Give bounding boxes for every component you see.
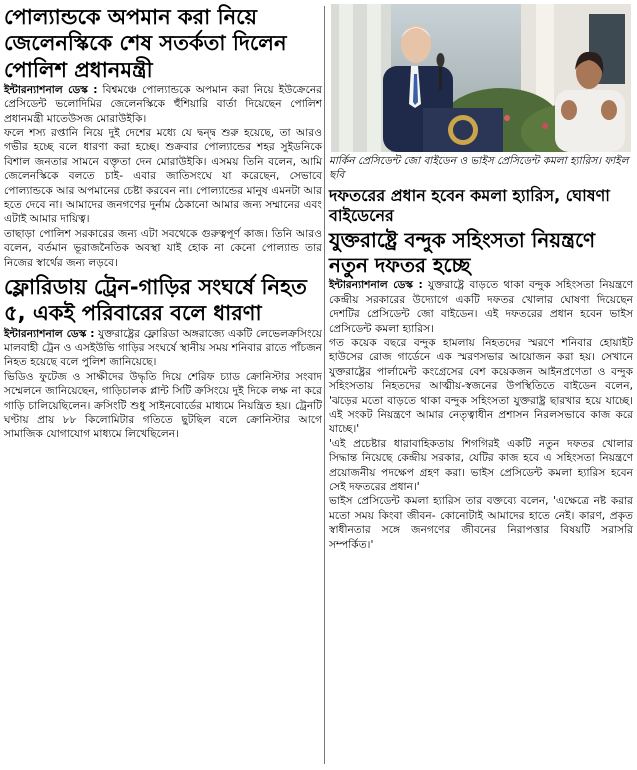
story-gun-paragraph: ইন্টারন্যাশনাল ডেস্ক : যুক্তরাষ্ট্রে বাড়তে থাকা বন্দুক সহিংসতা নিয়ন্ত্রণে কেন্দ্রীয় সরকারের উদ্যোগে একটি দফতর খোলার ঘোষণা দিয়েছেন দেশটির প্রেসিডেন্ট জো বাইডেন। এই দফতরের প্রধান হবেন ভাইস প্রেসিডেন্ট কমলা হ্যারিস। — [329, 279, 633, 335]
story-gun-body — [329, 278, 633, 552]
dateline: ইন্টারন্যাশনাল ডেস্ক : — [4, 327, 95, 340]
story-poland-paragraph: ফলে শস্য রপ্তানি নিয়ে দুই দেশের মধ্যে যে দ্বন্দ্ব শুরু হয়েছে, তা আরও গভীর হচ্ছে বলে ধারণা করা হচ্ছে। শুক্রবার পোল্যান্ডের শহর সুইডনিকে বিশাল জনতার সামনে বক্তৃতা দেন মোরাউইকি। এসময় তিনি বলেন, আমি জেলেনস্কিকে বলতে চাই- এবার জাতিসংঘে যা করেছেন, সেভাবে পোল্যান্ডকে আর অপমানের চেষ্টা করবেন না। পোল্যান্ডের মানুষ এমনটা আর হতে দেবে না। আমাদের জনগণের দুর্নাম ঠেকানো আমার জন্য সম্মানের এবং এটাই আমার দায়িত্ব। — [4, 126, 322, 226]
story-florida-headline: ফ্লোরিডায় ট্রেন-গাড়ির সংঘর্ষে নিহত ৫, একই পরিবারের বলে ধারণা — [4, 275, 307, 326]
story-poland-headline: পোল্যান্ডকে অপমান করা নিয়ে জেলেনস্কিকে শেষ সতর্কতা দিলেন পোলিশ প্রধানমন্ত্রী — [4, 5, 287, 82]
story-poland-paragraph: তাছাড়া পোলিশ সরকারের জন্য এটা সবথেকে গুরুত্বপূর্ণ কাজ। তিনি আরও বলেন, বর্তমান ভূরাজনৈতিক অবস্থা যাই হোক না কেনো পোল্যান্ড তার নিজের স্বার্থের জন্য লড়বে। — [4, 227, 322, 269]
story-florida-paragraph: ইন্টারন্যাশনাল ডেস্ক : যুক্তরাষ্ট্রের ফ্লোরিডা অঙ্গরাজ্যে একটি লেভেলক্রসিংয়ে মালবাহী ট্রেন ও এসইউভি গাড়ির সংঘর্ষে স্থানীয় সময় শনিবার রাতে পাঁচজন নিহত হয়েছে বলে পুলিশ জানিয়েছে। — [4, 327, 323, 369]
photo-biden-harris — [331, 4, 631, 152]
photo-illustration — [331, 4, 631, 152]
story-gun-paragraph: ভাইস প্রেসিডেন্ট কমলা হ্যারিস তার বক্তব্যে বলেন, 'এক্ষেত্রে নষ্ট করার মতো সময় কিংবা জীবন- কোনোটাই আমাদের হাতে নেই। কারণ, প্রকৃত স্বাধীনতার সঙ্গে জনগণের জীবনের নিরাপত্তার বিষয়টি সরাসরি সম্পর্কিত।' — [329, 495, 633, 551]
story-gun-paragraph: গত কয়েক বছরে বন্দুক হামলায় নিহতদের স্মরণে শনিবার হোয়াইট হাউসের রোজ গার্ডেনে এক স্মরণসভার আয়োজন করা হয়। সেখানে যুক্তরাষ্ট্রের পার্লামেন্ট কংগ্রেসের বেশ কয়েকজন আইনপ্রণেতা ও বন্দুক সহিংসতায় নিহতদের আত্মীয়-স্বজনের উপস্থিতিতে বাইডেন বলেন, 'ঝড়ের মতো বাড়তে থাকা বন্দুক সহিংসতা যুক্তরাষ্ট্র ছারখার হয়ে যাচ্ছে। এই সংকট নিয়ন্ত্রণে আমার নেতৃত্বাধীন প্রশাসন নিরলসভাবে কাজ করে যাচ্ছে।' — [329, 336, 633, 436]
story-florida — [4, 274, 322, 442]
column-divider — [324, 6, 325, 764]
left-column — [4, 4, 322, 442]
story-gun-kicker: দফতরের প্রধান হবেন কমলা হ্যারিস, ঘোষণা বাইডেনের — [329, 186, 610, 226]
story-florida-paragraph: ভিডিও ফুটেজ ও সাক্ষীদের উদ্ধৃতি দিয়ে শেরিফ চ্যাড ক্রোনিস্টার সংবাদ সম্মেলনে জানিয়েছেন, গাড়িচালক প্লান্ট সিটি ক্রসিংয়ে দুই দিকে লক্ষ না করে গাড়ি চালিয়েছিলেন। ক্রসিংটি শুধু সাইনবোর্ডের মাধ্যমে নিয়ন্ত্রিত হয়। ট্রেনটি ঘণ্টায় প্রায় ৮৮ কিলোমিটার গতিতে ছুটছিল বলে ক্রোনিস্টার আগে সামাজিক যোগাযোগ মাধ্যমে লিখেছিলেন। — [4, 370, 322, 441]
story-gun-violence — [329, 186, 633, 552]
story-poland — [4, 4, 322, 270]
story-gun-headline: যুক্তরাষ্ট্রে বন্দুক সহিংসতা নিয়ন্ত্রণে নতুন দফতর হচ্ছে — [329, 228, 596, 278]
right-column — [329, 4, 633, 552]
story-gun-paragraph: 'এই প্রচেষ্টার ধারাবাহিকতায় শিগগিরই একটি নতুন দফতর খোলার সিদ্ধান্ত নিয়েছে কেন্দ্রীয় সরকার, যেটির কাজ হবে এ সহিংসতা নিয়ন্ত্রণে প্রয়োজনীয় পদক্ষেপ গ্রহণ করা। ভাইস প্রেসিডেন্ট কমলা হ্যারিস হবেন সেই দফতরের প্রধান।' — [329, 437, 633, 494]
dateline: ইন্টারন্যাশনাল ডেস্ক : — [4, 83, 98, 96]
dateline: ইন্টারন্যাশনাল ডেস্ক : — [329, 279, 423, 292]
story-poland-paragraph: ইন্টারন্যাশনাল ডেস্ক : বিশ্বমঞ্চে পোল্যান্ডকে অপমান করা নিয়ে ইউক্রেনের প্রেসিডেন্ট ভলোদিমির জেলেনস্কিকে হুঁশিয়ারি বার্তা দিয়েছেন পোলিশ প্রধানমন্ত্রী মাতেউসজ মোরাউইকি। — [4, 83, 322, 125]
story-poland-body — [4, 83, 322, 270]
story-florida-body — [4, 327, 322, 442]
woman-figure — [555, 90, 625, 152]
photo-caption: মার্কিন প্রেসিডেন্ট জো বাইডেন ও ভাইস প্রেসিডেন্ট কমলা হ্যারিস। ফাইল ছবি — [329, 155, 629, 182]
